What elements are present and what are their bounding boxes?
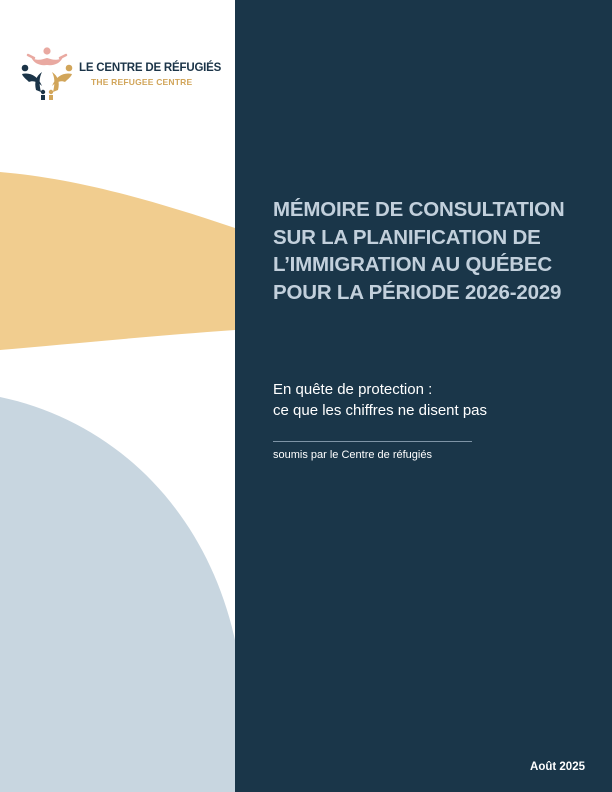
cover-title-panel bbox=[235, 0, 612, 792]
subtitle-line-2: ce que les chiffres ne disent pas bbox=[273, 402, 488, 419]
light-blue-arc-shape bbox=[0, 397, 235, 792]
sand-wave-shape bbox=[0, 172, 235, 350]
document-subtitle bbox=[273, 379, 593, 421]
logo-people-icon bbox=[20, 46, 76, 100]
subtitle-line-1: En quête de protection : bbox=[273, 381, 433, 398]
document-title: MÉMOIRE DE CONSULTATION SUR LA PLANIFICATION DE L’IMMIGRATION AU QUÉBEC POUR LA PÉRIODE 2026-2029 bbox=[273, 198, 565, 304]
left-art-panel bbox=[0, 0, 235, 792]
logo-name-english: THE REFUGEE CENTRE bbox=[91, 77, 193, 87]
submitted-by-text: soumis par le Centre de réfugiés bbox=[273, 449, 432, 461]
refugee-centre-logo bbox=[20, 46, 230, 100]
publication-date: Août 2025 bbox=[530, 761, 585, 773]
divider-line bbox=[273, 441, 472, 442]
logo-name-french: LE CENTRE DE RÉFUGIÉS bbox=[79, 62, 222, 74]
decorative-shapes bbox=[0, 0, 235, 792]
